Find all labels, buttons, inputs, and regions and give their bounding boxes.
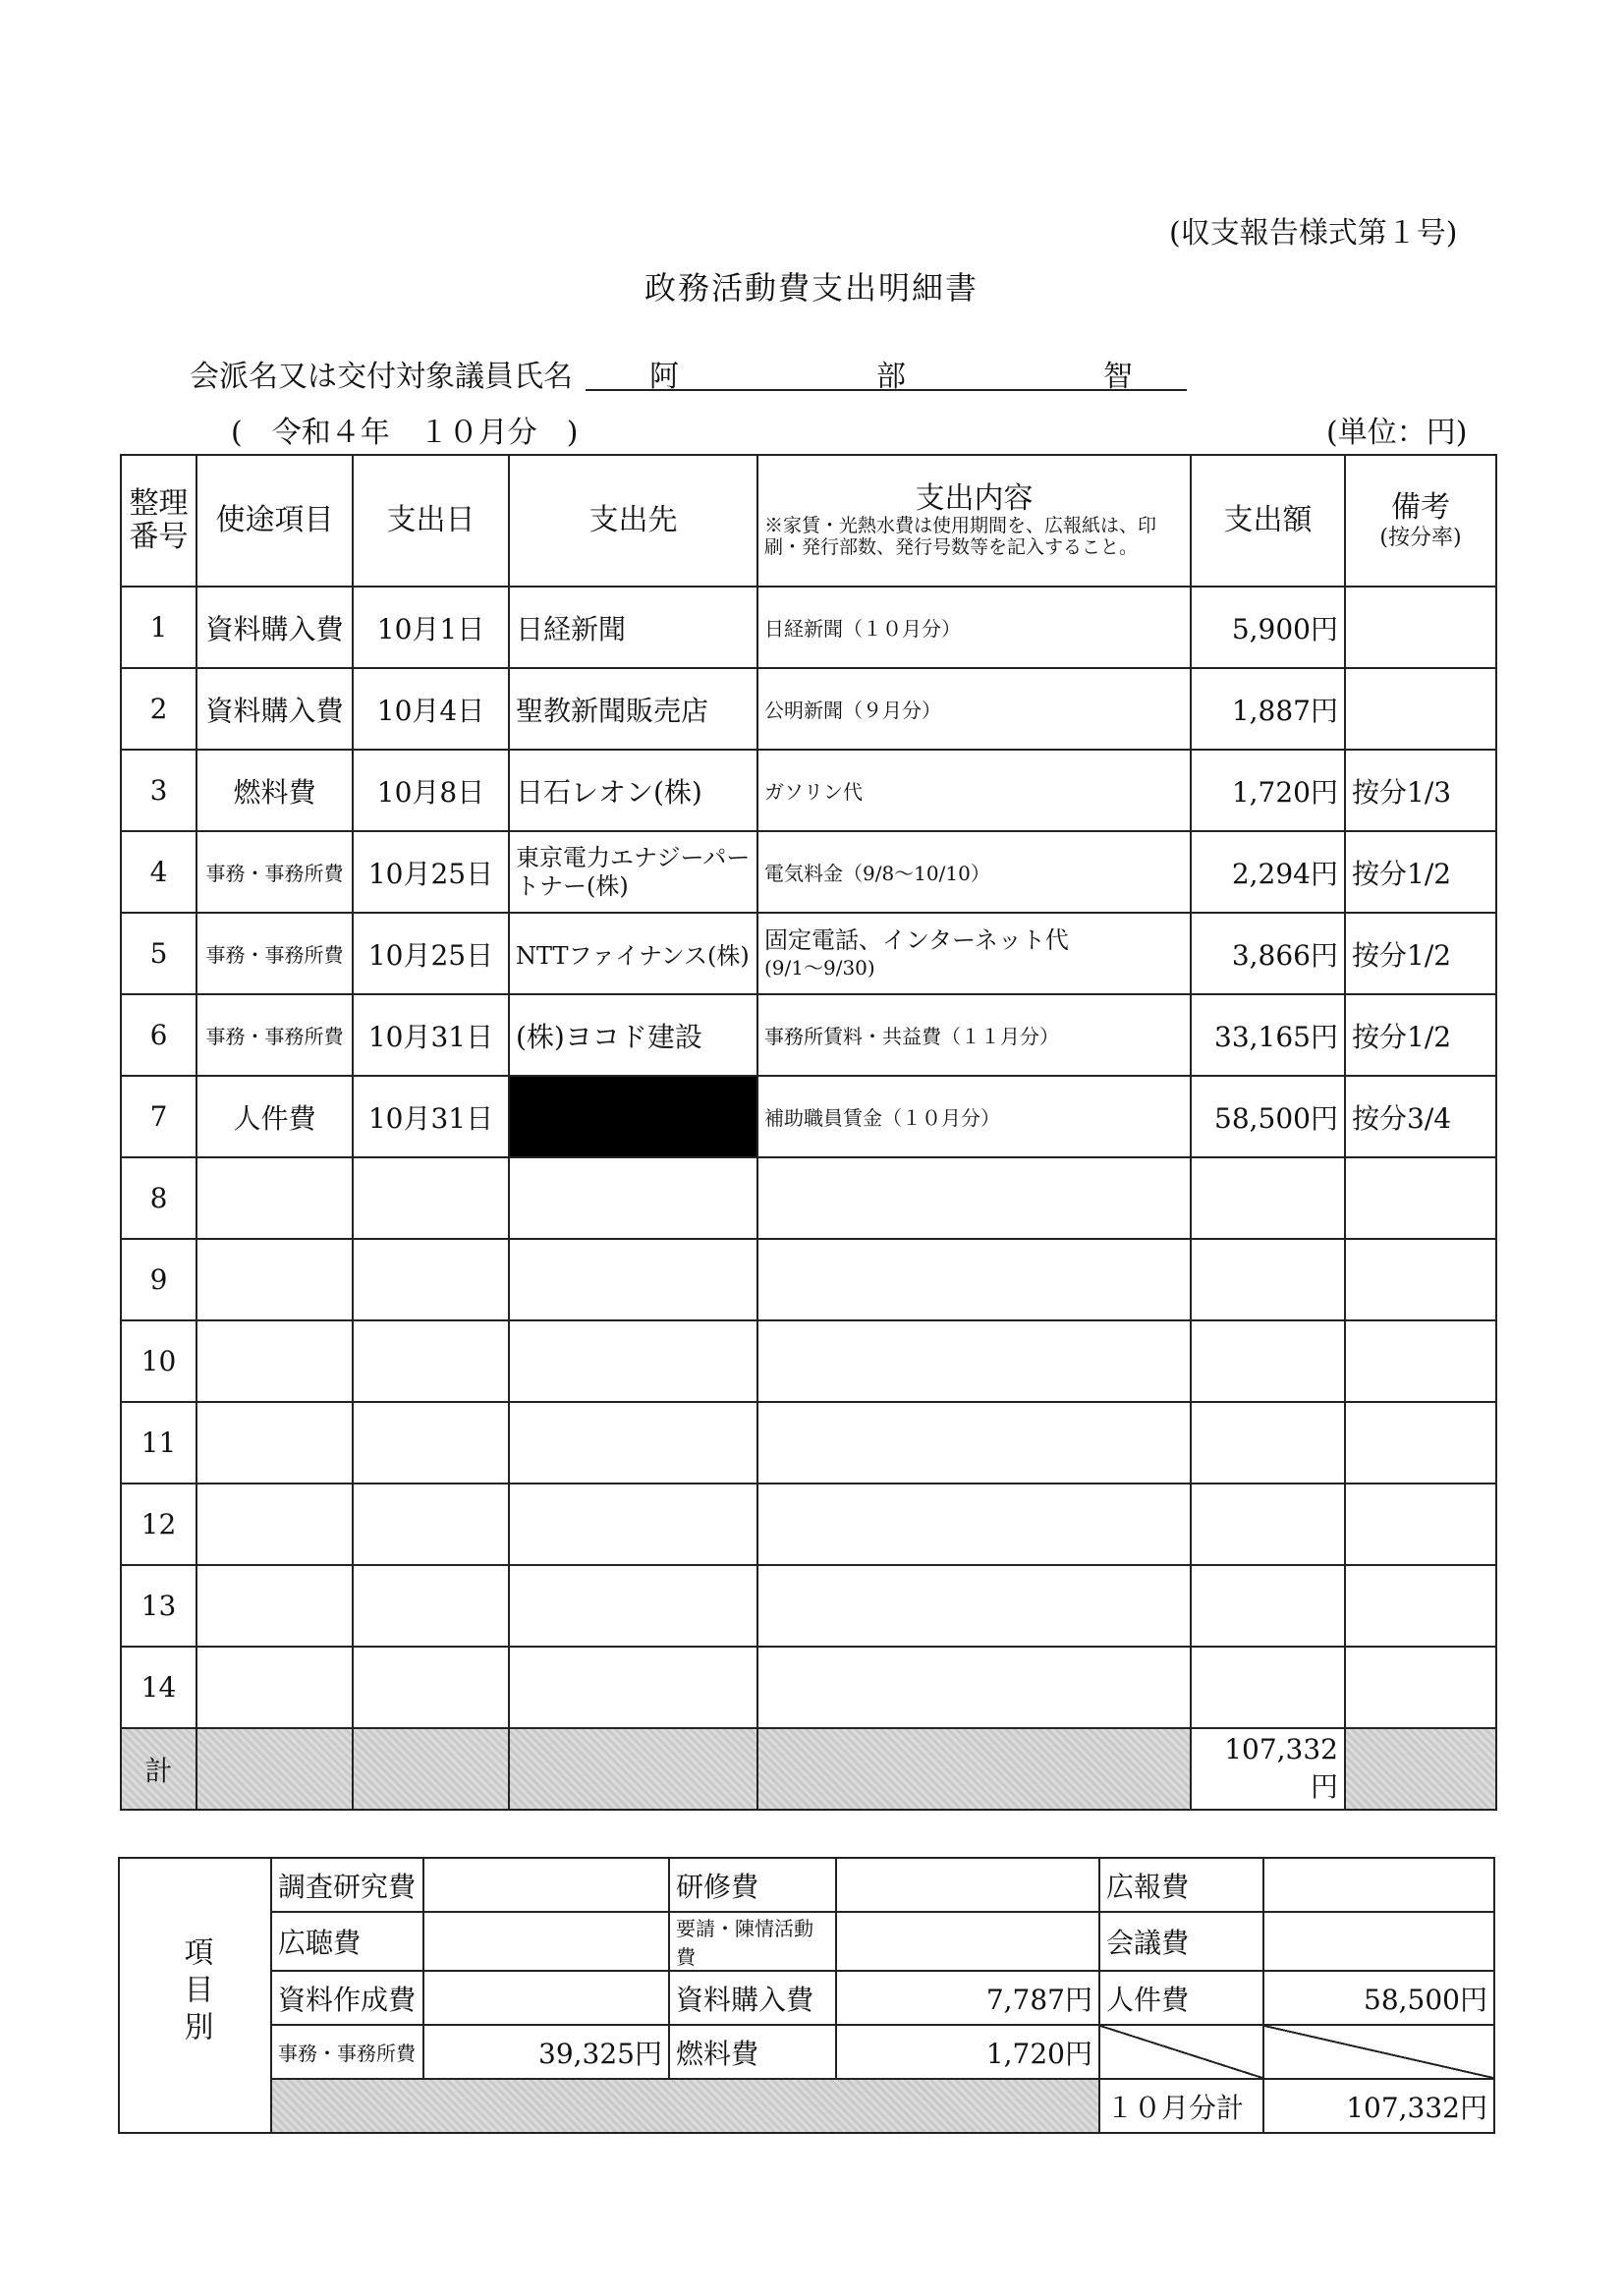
header-amount: 支出額 xyxy=(1191,455,1345,587)
table-row xyxy=(121,831,1496,913)
table-row xyxy=(121,1647,1496,1728)
summary-training-label: 研修費 xyxy=(669,1858,836,1912)
member-label: 会派名又は交付対象議員氏名 xyxy=(190,360,573,394)
table-row xyxy=(121,1320,1496,1402)
row-purpose: 資料購入費 xyxy=(196,587,353,668)
header-payee: 支出先 xyxy=(509,455,757,587)
table-row xyxy=(121,1157,1496,1239)
row-no: 8 xyxy=(121,1157,196,1239)
row-remarks: 按分1/2 xyxy=(1345,913,1496,994)
row-no: 9 xyxy=(121,1239,196,1320)
summary-personnel-amount: 58,500円 xyxy=(1263,1971,1494,2025)
row-remarks: 按分1/2 xyxy=(1345,831,1496,913)
row-payee: 日石レオン(株) xyxy=(509,750,757,831)
row-content: 日経新聞（１０月分） xyxy=(757,587,1191,668)
table-row xyxy=(121,1076,1496,1157)
total-label: 計 xyxy=(121,1728,196,1810)
summary-pr-label: 広報費 xyxy=(1099,1858,1263,1912)
form-number: (収支報告様式第１号) xyxy=(1169,216,1458,251)
row-amount: 2,294円 xyxy=(1191,831,1345,913)
row-no: 1 xyxy=(121,587,196,668)
row-content: 事務所賃料・共益費（１１月分） xyxy=(757,994,1191,1076)
summary-petition-label: 要請・陳情活動費 xyxy=(669,1912,836,1971)
row-amount: 1,887円 xyxy=(1191,668,1345,750)
redacted-payee xyxy=(509,1076,757,1157)
row-purpose: 資料購入費 xyxy=(196,668,353,750)
row-date: 10月25日 xyxy=(353,831,509,913)
table-row xyxy=(121,1484,1496,1565)
row-content: 補助職員賃金（１０月分） xyxy=(757,1076,1191,1157)
row-remarks xyxy=(1345,668,1496,750)
header-date: 支出日 xyxy=(353,455,509,587)
summary-side-text: 項目別 xyxy=(178,1935,213,2048)
row-amount: 5,900円 xyxy=(1191,587,1345,668)
row-date: 10月4日 xyxy=(353,668,509,750)
row-amount: 3,866円 xyxy=(1191,913,1345,994)
row-date: 10月8日 xyxy=(353,750,509,831)
member-name-part: 阿 xyxy=(649,360,679,394)
table-row xyxy=(121,1402,1496,1484)
row-payee: 東京電力エナジーパートナー(株) xyxy=(509,831,757,913)
row-content-text: 固定電話、インターネット代 xyxy=(764,926,1069,955)
table-row xyxy=(121,1565,1496,1647)
row-no: 14 xyxy=(121,1647,196,1728)
summary-meeting-label: 会議費 xyxy=(1099,1912,1263,1971)
row-payee: NTTファイナンス(株) xyxy=(509,913,757,994)
row-no: 11 xyxy=(121,1402,196,1484)
table-row xyxy=(121,994,1496,1076)
header-content-label: 支出内容 xyxy=(915,480,1034,516)
header-remarks xyxy=(1345,455,1496,587)
row-remarks: 按分3/4 xyxy=(1345,1076,1496,1157)
expense-table xyxy=(120,454,1497,1811)
summary-office-label: 事務・事務所費 xyxy=(271,2025,423,2079)
row-content: ガソリン代 xyxy=(757,750,1191,831)
summary-document-prep-label: 資料作成費 xyxy=(271,1971,423,2025)
summary-diagonal-cell xyxy=(1099,2025,1263,2079)
row-purpose: 事務・事務所費 xyxy=(196,994,353,1076)
row-payee: 聖教新聞販売店 xyxy=(509,668,757,750)
summary-research-label: 調査研究費 xyxy=(271,1858,423,1912)
member-name-part: 智 xyxy=(1103,360,1133,394)
row-content: 公明新聞（９月分） xyxy=(757,668,1191,750)
summary-fuel-label: 燃料費 xyxy=(669,2025,836,2079)
row-no: 2 xyxy=(121,668,196,750)
row-date: 10月25日 xyxy=(353,913,509,994)
row-remarks: 按分1/3 xyxy=(1345,750,1496,831)
row-no: 6 xyxy=(121,994,196,1076)
unit-label: (単位：円) xyxy=(1326,416,1468,450)
row-date: 10月31日 xyxy=(353,994,509,1076)
row-amount: 1,720円 xyxy=(1191,750,1345,831)
summary-document-purchase-amount: 7,787円 xyxy=(836,1971,1099,2025)
total-amount: 107,332円 xyxy=(1191,1728,1345,1810)
summary-month-total-amount: 107,332円 xyxy=(1263,2079,1494,2133)
summary-personnel-label: 人件費 xyxy=(1099,1971,1263,2025)
row-no: 5 xyxy=(121,913,196,994)
row-content: 電気料金（9/8～10/10） xyxy=(757,831,1191,913)
summary-hearing-label: 広聴費 xyxy=(271,1912,423,1971)
row-date: 10月31日 xyxy=(353,1076,509,1157)
row-no: 12 xyxy=(121,1484,196,1565)
header-remarks-label: 備考 xyxy=(1391,490,1450,526)
row-purpose: 人件費 xyxy=(196,1076,353,1157)
summary-fuel-amount: 1,720円 xyxy=(836,2025,1099,2079)
table-row xyxy=(121,750,1496,831)
summary-document-purchase-label: 資料購入費 xyxy=(669,1971,836,2025)
total-row xyxy=(121,1728,1496,1810)
row-payee: (株)ヨコド建設 xyxy=(509,994,757,1076)
header-content xyxy=(757,455,1191,587)
row-payee: 日経新聞 xyxy=(509,587,757,668)
row-no: 10 xyxy=(121,1320,196,1402)
row-purpose: 事務・事務所費 xyxy=(196,913,353,994)
row-remarks: 按分1/2 xyxy=(1345,994,1496,1076)
member-name-part: 部 xyxy=(876,360,906,394)
summary-table xyxy=(118,1857,1495,2134)
summary-month-total-label: １０月分計 xyxy=(1099,2079,1263,2133)
header-no: 整理番号 xyxy=(121,455,196,587)
row-date: 10月1日 xyxy=(353,587,509,668)
summary-shaded-area xyxy=(271,2079,1099,2133)
row-no: 7 xyxy=(121,1076,196,1157)
summary-diagonal-cell xyxy=(1263,2025,1494,2079)
row-no: 3 xyxy=(121,750,196,831)
header-content-note: ※家賃・光熱水費は使用期間を、広報紙は、印刷・発行部数、発行号数等を記入すること。 xyxy=(764,515,1157,559)
row-no: 13 xyxy=(121,1565,196,1647)
header-remarks-sub: (按分率) xyxy=(1379,525,1462,550)
row-content xyxy=(757,913,1191,994)
page-title: 政務活動費支出明細書 xyxy=(644,269,979,307)
row-content-sub: (9/1～9/30) xyxy=(764,955,875,980)
header-purpose: 使途項目 xyxy=(196,455,353,587)
summary-side-label xyxy=(119,1858,271,2133)
row-amount: 33,165円 xyxy=(1191,994,1345,1076)
row-amount: 58,500円 xyxy=(1191,1076,1345,1157)
row-remarks xyxy=(1345,587,1496,668)
row-purpose: 燃料費 xyxy=(196,750,353,831)
table-row xyxy=(121,668,1496,750)
period: ( 令和４年 １０月分 ) xyxy=(231,416,579,450)
member-name xyxy=(586,352,1187,394)
table-row xyxy=(121,1239,1496,1320)
row-purpose: 事務・事務所費 xyxy=(196,831,353,913)
summary-office-amount: 39,325円 xyxy=(423,2025,669,2079)
row-no: 4 xyxy=(121,831,196,913)
table-header xyxy=(121,455,1496,587)
table-row xyxy=(121,587,1496,668)
table-row xyxy=(121,913,1496,994)
